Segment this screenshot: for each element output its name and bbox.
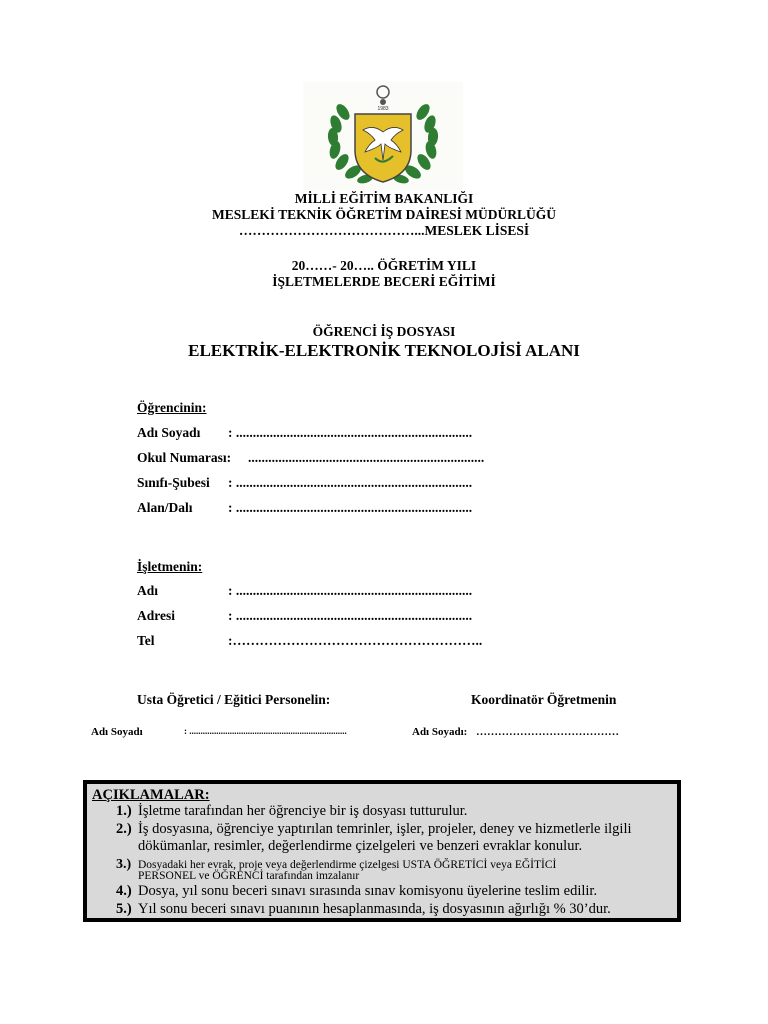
business-phone-field[interactable]: :………………………………………………..	[228, 633, 483, 648]
note-text-continued: dökümanlar, resimler, değerlendirme çizelgeleri ve benzeri evraklar konulur.	[138, 838, 583, 854]
field-title: ELEKTRİK-ELEKTRONİK TEKNOLOJİSİ ALANI	[188, 341, 580, 360]
notes-box	[83, 780, 681, 922]
file-title: ÖĞRENCİ İŞ DOSYASI	[312, 324, 456, 339]
academic-year-line: 20……- 20….. ÖĞRETİM YILI	[291, 258, 477, 273]
coordinator-name-label: Adı Soyadı:	[412, 726, 468, 738]
state-emblem-logo	[303, 82, 463, 190]
master-trainer-heading: Usta Öğretici / Eğitici Personelin:	[137, 692, 331, 707]
business-address-label: Adresi	[137, 608, 176, 623]
student-branch-field[interactable]: : ......................................................................	[228, 500, 473, 515]
note-number: 2.)	[116, 821, 132, 837]
note-item	[116, 901, 611, 918]
notes-title: AÇIKLAMALAR:	[92, 787, 210, 803]
student-heading: Öğrencinin:	[137, 400, 207, 415]
student-number-label: Okul Numarası:	[137, 450, 232, 465]
program-title: İŞLETMELERDE BECERİ EĞİTİMİ	[272, 274, 496, 289]
note-text: İşletme tarafından her öğrenciye bir iş dosyası tutturulur.	[138, 803, 468, 819]
master-name-label: Adı Soyadı	[91, 726, 143, 738]
note-text: Yıl sonu beceri sınavı puanının hesaplanmasında, iş dosyasının ağırlığı % 30’dur.	[138, 901, 611, 917]
student-class-label: Sınıfı-Şubesi	[137, 475, 210, 490]
note-item	[116, 883, 597, 900]
note-number: 3.)	[116, 857, 132, 872]
student-class-field[interactable]: : ......................................................................	[228, 475, 473, 490]
student-name-label: Adı Soyadı	[137, 425, 201, 440]
note-text: Dosya, yıl sonu beceri sınavı sırasında sınav komisyonu üyelerine teslim edilir.	[138, 883, 598, 899]
note-number: 1.)	[116, 803, 132, 819]
svg-text:1983: 1983	[377, 106, 389, 112]
note-number: 5.)	[116, 901, 132, 917]
note-item	[116, 821, 632, 838]
business-heading: İşletmenin:	[137, 559, 203, 574]
school-line: …………………………………...MESLEK LİSESİ	[238, 223, 530, 238]
note-item	[116, 803, 467, 820]
business-name-label: Adı	[137, 583, 159, 598]
directorate-title: MESLEKİ TEKNİK ÖĞRETİM DAİRESİ MÜDÜRLÜĞÜ	[211, 207, 557, 222]
business-name-field[interactable]: : ......................................................................	[228, 583, 473, 598]
ministry-title: MİLLİ EĞİTİM BAKANLIĞI	[294, 191, 474, 206]
student-branch-label: Alan/Dalı	[137, 500, 193, 515]
business-address-field[interactable]: : ......................................................................	[228, 608, 473, 623]
student-number-field[interactable]: ......................................................................	[248, 450, 485, 465]
student-name-field[interactable]: : ......................................................................	[228, 425, 473, 440]
note-text-continued: PERSONEL ve ÖĞRENCİ tarafından imzalanır	[138, 870, 360, 882]
note-number: 4.)	[116, 883, 132, 899]
note-text: Dosyadaki her evrak, proje veya değerlendirme çizelgesi USTA ÖĞRETİCİ veya EĞİTİCİ	[138, 859, 557, 871]
coordinator-heading: Koordinatör Öğretmenin	[471, 692, 617, 707]
note-text: İş dosyasına, öğrenciye yaptırılan temrinler, işler, projeler, deney ve hizmetlerle ilgili	[138, 821, 632, 837]
master-name-field[interactable]: : ......................................................................	[184, 726, 347, 736]
coordinator-name-field[interactable]: …………………………………	[476, 726, 619, 738]
business-phone-label: Tel	[137, 633, 155, 648]
